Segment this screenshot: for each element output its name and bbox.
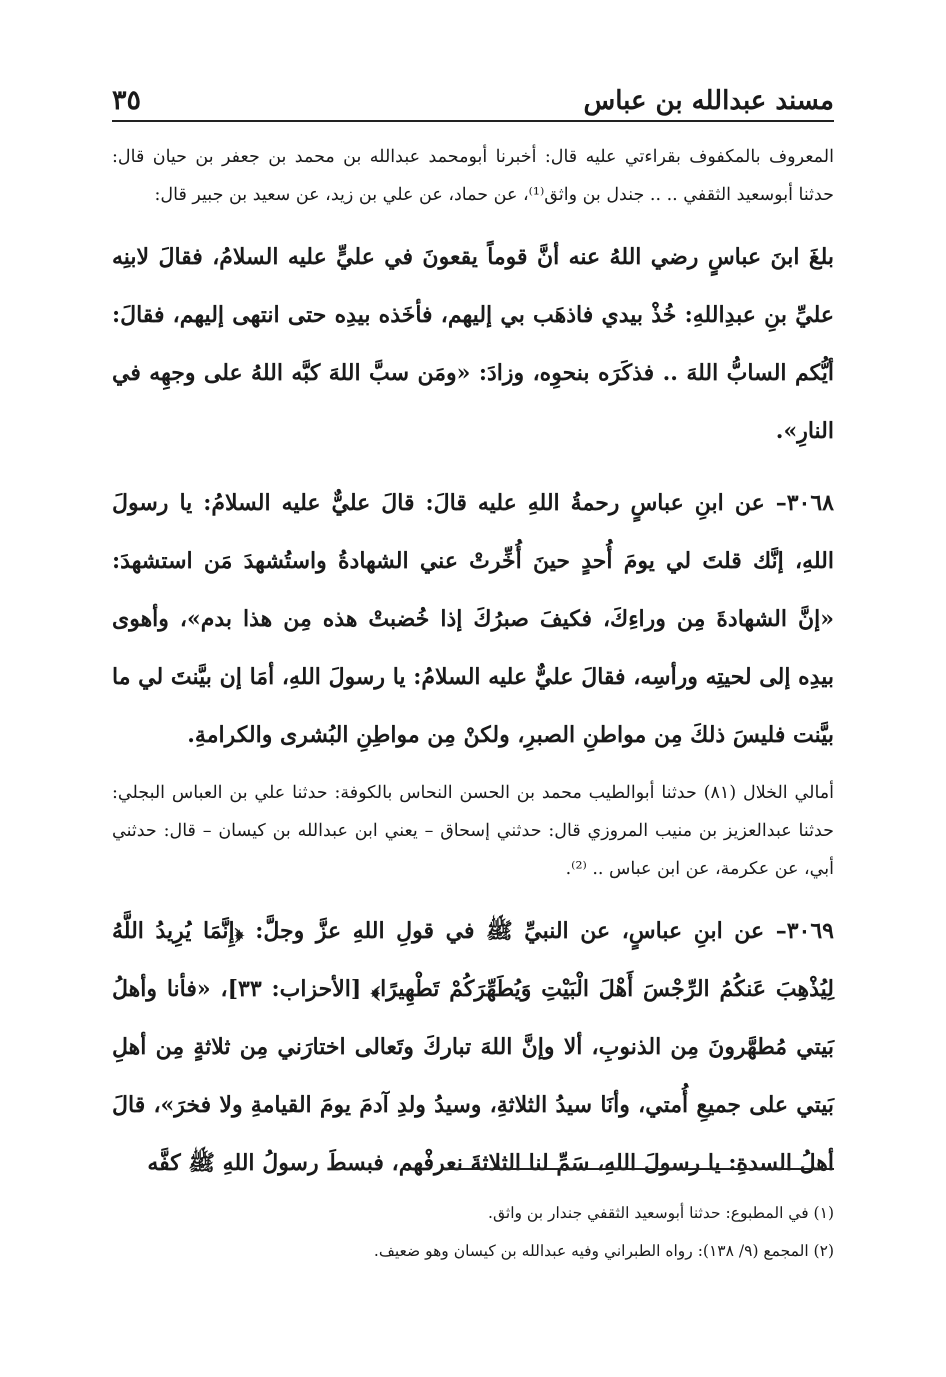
footnote-divider	[444, 1168, 834, 1170]
page-number: ٣٥	[112, 85, 142, 116]
hadith-paragraph: بلغَ ابنَ عباسٍ رضي اللهُ عنه أنَّ قوماً يقعونَ في عليٍّ عليه السلامُ، فقالَ لابنِه عليِّ بنِ عبدِاللهِ: خُذْ بيدي فاذهَب بي إليهم، فأخَذه بيدِه حتى انتهى إليهم، فقالَ: أيُّكم السابُّ اللهَ .. فذكَرَه بنحوِه، وزادَ: «ومَن سبَّ اللهَ كبَّه اللهُ على وجهِه في النارِ».	[112, 244, 834, 444]
footnote-2: (٢) المجمع (٩/ ١٣٨): رواه الطبراني وفيه عبدالله بن كيسان وهو ضعيف.	[373, 1242, 834, 1260]
isnad-paragraph: المعروف بالمكفوف بقراءتي عليه قال: أخبرنا أبومحمد عبدالله بن محمد بن جعفر بن حيان قال: حدثنا أبوسعيد الثقفي .. .. جندل بن واثق⁽¹⁾، عن حماد، عن علي بن زيد، عن سعيد بن جبير قال:	[112, 147, 834, 205]
header-title: مسند عبدالله بن عباس	[583, 86, 834, 116]
hadith-3069: ٣٠٦٩– عن ابنِ عباسٍ، عن النبيِّ ﷺ في قولِ اللهِ عزَّ وجلَّ: ﴿إِنَّمَا يُرِيدُ اللَّهُ لِيُذْهِبَ عَنكُمُ الرِّجْسَ أَهْلَ الْبَيْتِ وَيُطَهِّرَكُمْ تَطْهِيرًا﴾ [الأحزاب: ٣٣]، «فأنا وأهلُ بَيتي مُطهَّرونَ مِن الذنوبِ، ألا وإنَّ اللهَ تباركَ وتَعالى اختارَني مِن ثلاثةٍ مِن أهلِ بَيتي على جميعِ أُمتي، وأنَا سيدُ الثلاثةِ، وسيدُ ولدِ آدمَ يومَ القيامةِ ولا فخرَ»، قالَ أهلُ السدةِ: يا رسولَ اللهِ، سَمِّ لنا الثلاثةَ نعرفْهم، فبسطَ رسولُ اللهِ ﷺ كفَّه	[112, 918, 834, 1176]
footnotes	[112, 1194, 834, 1270]
main-text	[112, 138, 834, 1192]
running-header	[112, 74, 834, 122]
hadith-3068: ٣٠٦٨– عن ابنِ عباسٍ رحمةُ اللهِ عليه قالَ: قالَ عليٌّ عليه السلامُ: يا رسولَ اللهِ، إنَّك قلتَ لي يومَ أُحدٍ حينَ أُخِّرتْ عني الشهادةُ واستُشهدَ مَن استشهدَ: «إنَّ الشهادةَ مِن وراءِكَ، فكيفَ صبرُكَ إذا خُضبتْ هذه مِن هذا بدم»، وأهوى بيدِه إلى لحيتِه ورأسِه، فقالَ عليٌّ عليه السلامُ: يا رسولَ اللهِ، أمَا إن بيَّنتَ لي ما بيَّنت فليسَ ذلكَ مِن مواطنِ الصبرِ، ولكنْ مِن مواطِنِ البُشرى والكرامةِ.	[112, 490, 834, 748]
footnote-1: (١) في المطبوع: حدثنا أبوسعيد الثقفي جندار بن واثق.	[488, 1204, 834, 1222]
isnad-paragraph-2: أمالي الخلال (٨١) حدثنا أبوالطيب محمد بن الحسن النحاس بالكوفة: حدثنا علي بن العباس البجلي: حدثنا عبدالعزيز بن منيب المروزي قال: حدثني إسحاق – يعني ابن عبدالله بن كيسان – قال: حدثني أبي، عن عكرمة، عن ابن عباس .. ⁽²⁾.	[112, 783, 835, 879]
